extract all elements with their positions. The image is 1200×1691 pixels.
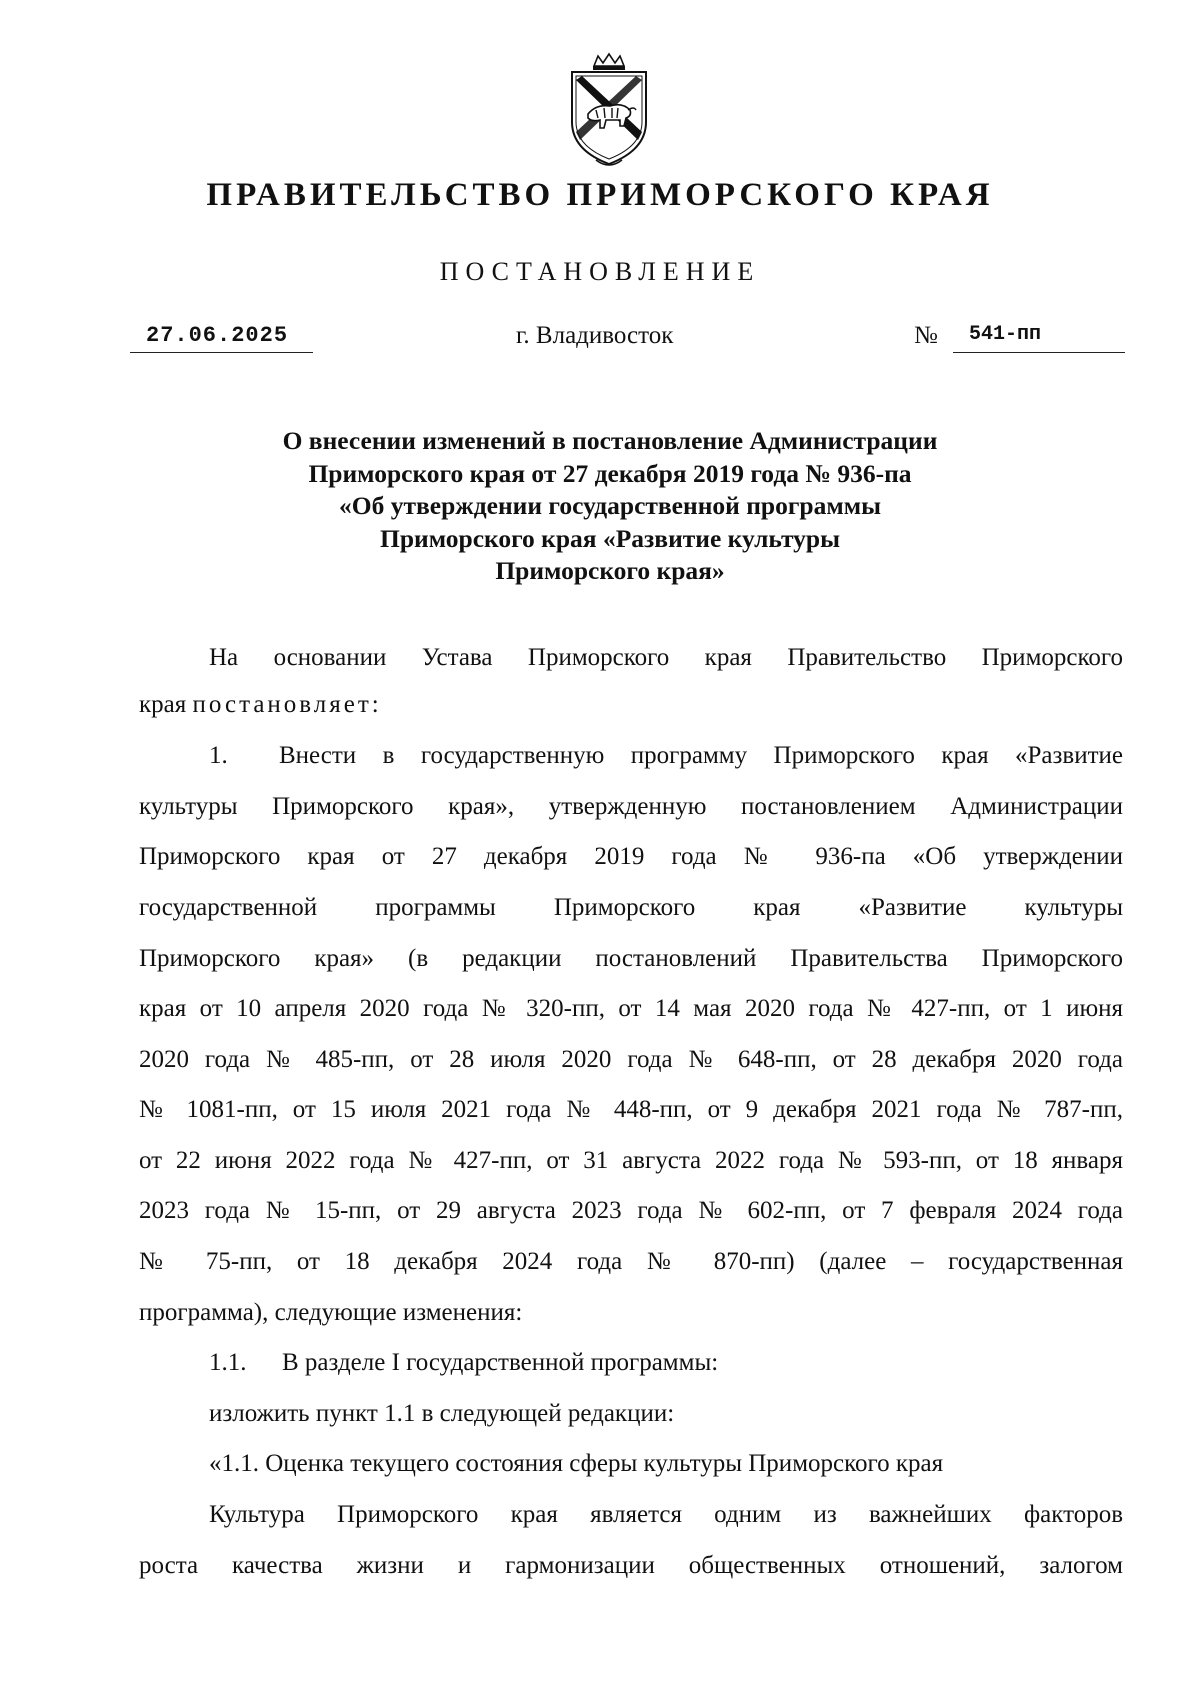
title-line: Приморского края» <box>495 556 725 585</box>
item-1-line: Приморского края от 27 декабря 2019 года № 936-па «Об утверждении <box>139 843 1123 870</box>
preamble-line <box>139 690 1123 720</box>
document-type: ПОСТАНОВЛЕНИЕ <box>439 257 761 286</box>
organization-title: ПРАВИТЕЛЬСТВО ПРИМОРСКОГО КРАЯ <box>206 177 994 213</box>
item-1-line: № 1081-пп, от 15 июля 2021 года № 448-пп, от 9 декабря 2021 года № 787-пп, <box>139 1096 1123 1123</box>
item-1-number: 1. <box>209 742 228 769</box>
number-label: № <box>914 322 938 349</box>
item-1-1-line <box>209 1348 1123 1378</box>
item-1-line: 2023 года № 15-пп, от 29 августа 2023 года № 602-пп, от 7 февраля 2024 года <box>139 1197 1123 1224</box>
title-line: Приморского края «Развитие культуры <box>380 523 840 553</box>
item-1-text: Внести в государственную программу Приморского края «Развитие <box>279 742 1123 769</box>
item-1-line: программа), следующие изменения: <box>139 1299 523 1326</box>
item-1-1-text: В разделе I государственной программы: <box>282 1349 719 1376</box>
quote-line: Культура Приморского края является одним из важнейших факторов <box>209 1501 1123 1528</box>
instruction-line: изложить пункт 1.1 в следующей редакции: <box>209 1400 675 1427</box>
document-city: г. Владивосток <box>516 322 674 349</box>
item-1-line: культуры Приморского края», утвержденную постановлением Администрации <box>139 793 1123 820</box>
date-field <box>130 318 313 353</box>
item-1-line: 2020 года № 485-пп, от 28 июля 2020 года № 648-пп, от 28 декабря 2020 года <box>139 1046 1123 1073</box>
document-title <box>140 425 1080 588</box>
preamble-line: На основании Устава Приморского края Правительство Приморского <box>209 644 1123 671</box>
item-1-line <box>209 741 1123 771</box>
quote-heading: «1.1. Оценка текущего состояния сферы культуры Приморского края <box>209 1450 944 1477</box>
document-number: 541-пп <box>969 323 1042 346</box>
item-1-line: № 75-пп, от 18 декабря 2024 года № 870-пп) (далее – государственная <box>139 1248 1123 1275</box>
item-1-line: от 22 июня 2022 года № 427-пп, от 31 августа 2022 года № 593-пп, от 18 января <box>139 1147 1123 1174</box>
document-date: 27.06.2025 <box>146 323 289 348</box>
item-1-line: Приморского края» (в редакции постановлений Правительства Приморского <box>139 945 1123 972</box>
item-1-line: края от 10 апреля 2020 года № 320-пп, от 14 мая 2020 года № 427-пп, от 1 июня <box>139 995 1123 1022</box>
title-line: Приморского края от 27 декабря 2019 года № 936-па <box>308 458 912 488</box>
preamble-prefix: края <box>139 691 193 718</box>
item-1-line: государственной программы Приморского края «Развитие культуры <box>139 894 1123 921</box>
preamble-keyword: постановляет: <box>192 691 382 718</box>
title-line: «Об утверждении государственной программы <box>339 491 881 520</box>
number-field <box>953 318 1125 353</box>
title-line: О внесении изменений в постановление Администрации <box>282 426 938 455</box>
item-1-1-number: 1.1. <box>209 1349 247 1376</box>
coat-of-arms-emblem <box>566 52 652 170</box>
quote-line: роста качества жизни и гармонизации общественных отношений, залогом <box>139 1552 1123 1579</box>
